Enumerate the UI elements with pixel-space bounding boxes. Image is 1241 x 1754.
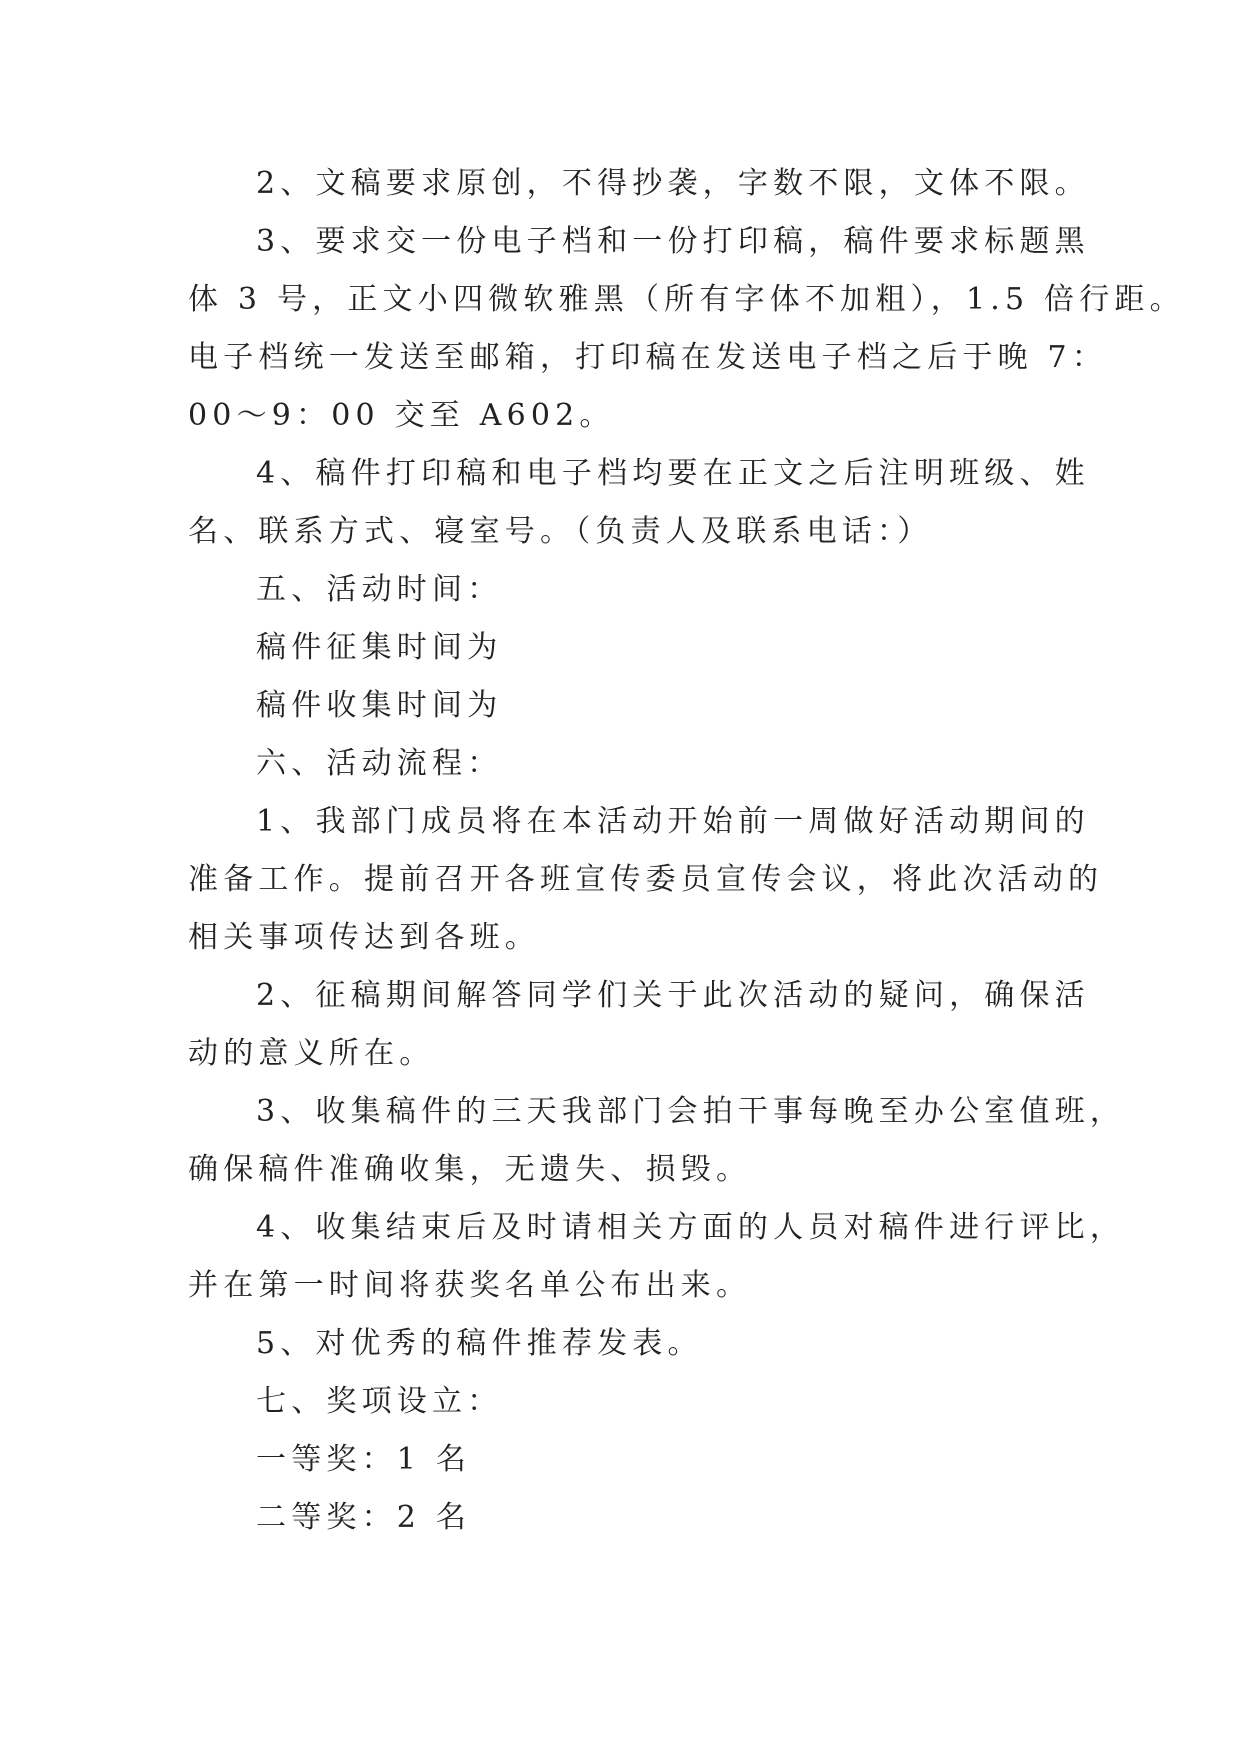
paragraph-line: 4、收集结束后及时请相关方面的人员对稿件进行评比， bbox=[256, 1210, 1126, 1245]
paragraph-line: 确保稿件准确收集，无遗失、损毁。 bbox=[188, 1152, 752, 1187]
section-heading: 七、奖项设立： bbox=[256, 1384, 503, 1419]
paragraph-line: 相关事项传达到各班。 bbox=[188, 920, 540, 955]
paragraph-line: 3、收集稿件的三天我部门会拍干事每晚至办公室值班， bbox=[256, 1094, 1126, 1129]
paragraph-line: 00～9：00 交至 A602。 bbox=[188, 398, 615, 433]
paragraph-line: 并在第一时间将获奖名单公布出来。 bbox=[188, 1268, 752, 1303]
paragraph-line: 名、联系方式、寝室号。（负责人及联系电话：） bbox=[188, 514, 933, 549]
paragraph-line: 5、对优秀的稿件推荐发表。 bbox=[256, 1326, 703, 1361]
paragraph-line: 稿件征集时间为 bbox=[256, 630, 503, 665]
section-heading: 五、活动时间： bbox=[256, 572, 503, 607]
paragraph-line: 准备工作。提前召开各班宣传委员宣传会议，将此次活动的 bbox=[188, 862, 1104, 897]
paragraph-line: 稿件收集时间为 bbox=[256, 688, 503, 723]
paragraph-line: 体 3 号，正文小四微软雅黑（所有字体不加粗），1.5 倍行距。 bbox=[188, 282, 1185, 317]
paragraph-line: 3、要求交一份电子档和一份打印稿，稿件要求标题黑 bbox=[256, 224, 1090, 259]
paragraph-line: 动的意义所在。 bbox=[188, 1036, 435, 1071]
paragraph-line: 一等奖：1 名 bbox=[256, 1442, 472, 1477]
paragraph-line: 二等奖：2 名 bbox=[256, 1500, 472, 1535]
paragraph-line: 电子档统一发送至邮箱，打印稿在发送电子档之后于晚 7： bbox=[188, 340, 1108, 375]
paragraph-line: 4、稿件打印稿和电子档均要在正文之后注明班级、姓 bbox=[256, 456, 1090, 491]
paragraph-line: 2、文稿要求原创，不得抄袭，字数不限，文体不限。 bbox=[256, 166, 1090, 201]
paragraph-line: 1、我部门成员将在本活动开始前一周做好活动期间的 bbox=[256, 804, 1090, 839]
paragraph-line: 2、征稿期间解答同学们关于此次活动的疑问，确保活 bbox=[256, 978, 1090, 1013]
section-heading: 六、活动流程： bbox=[256, 746, 503, 781]
